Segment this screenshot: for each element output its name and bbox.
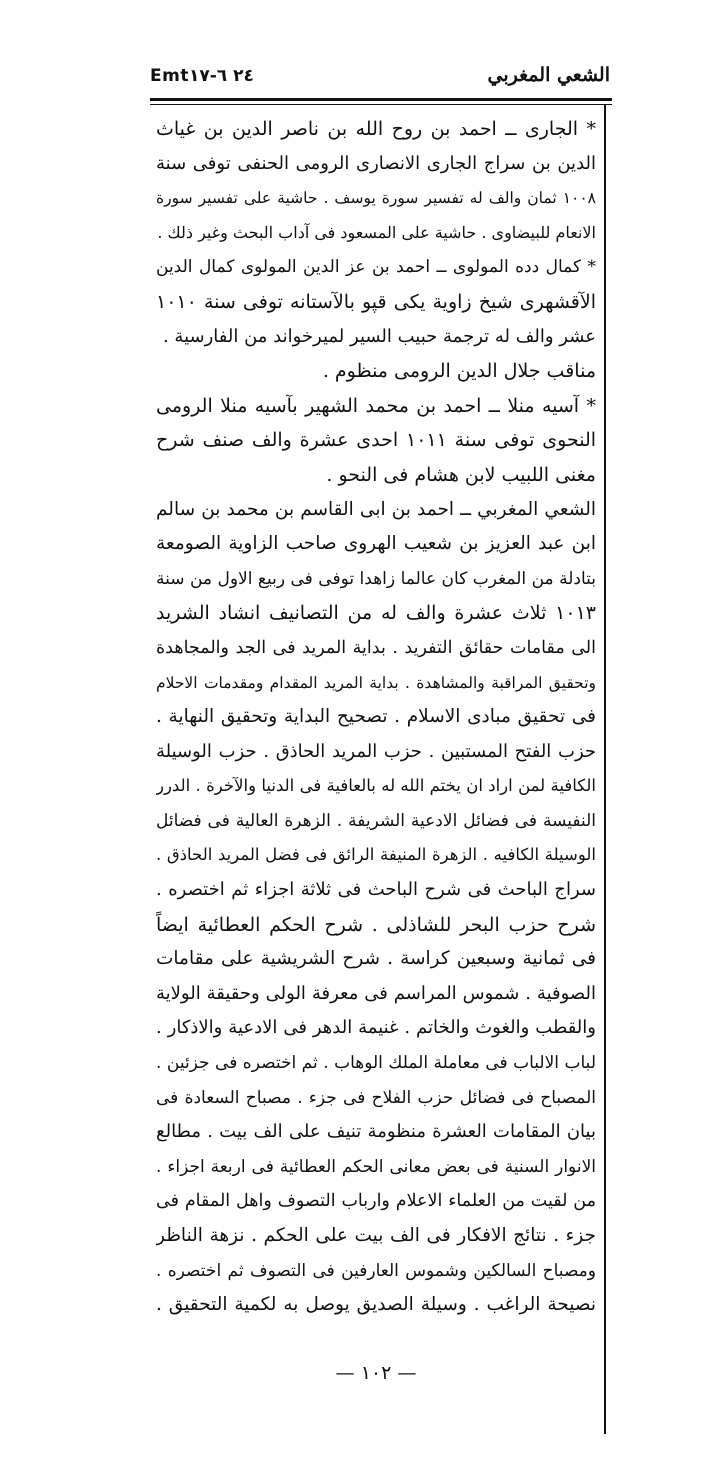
text-line: ابن عبد العزيز بن شعيب الهروى صاحب الزاوية الصومعة (156, 533, 596, 555)
text-line: عشر والف له ترجمة حبيب السير لميرخواند من الفارسية . (162, 325, 596, 347)
text-line: * كمال دده المولوى ــ احمد بن عز الدين المولوى كمال الدين (156, 257, 596, 278)
text-line: النحوى توفى سنة ١٠١١ احدى عشرة والف صنف شرح (156, 429, 596, 452)
text-line: من لقيت من العلماء الاعلام وارباب التصوف واهل المقام فى (156, 1191, 596, 1212)
text-line: * الجارى ــ احمد بن روح الله بن ناصر الدين بن غياث (156, 118, 596, 140)
text-line: الانوار السنية فى بعض معانى الحكم العطائية فى اربعة اجزاء . (156, 1156, 596, 1177)
text-line: شرح حزب البحر للشاذلى . شرح الحكم العطائية ايضاً (156, 913, 596, 936)
text-line: ومصباح السالكين وشموس العارفين فى التصوف ثم اختصره . (156, 1260, 596, 1281)
header-rule (150, 98, 612, 101)
text-line: حزب الفتح المستبين . حزب المريد الحاذق . حزب الوسيلة (156, 740, 596, 762)
text-line: بتادلة من المغرب كان عالما زاهدا توفى فى ربيع الاول من سنة (156, 568, 596, 589)
text-line: ١٠١٣ ثلاث عشرة والف له من التصانيف انشاد الشريد (156, 602, 596, 625)
text-line: النفيسة فى فضائل الادعية الشريفة . الزهرة العالية فى فضائل (156, 810, 596, 831)
header-rule-thin (150, 104, 612, 105)
text-line: ١٠٠٨ ثمان والف له تفسير سورة يوسف . حاشية على تفسير سورة (156, 189, 596, 208)
margin-rule (604, 104, 606, 1434)
text-line: الشعي المغربي ــ احمد بن ابى القاسم بن محمد بن سالم (156, 498, 596, 520)
text-line: نصيحة الراغب . وسيلة الصديق يوصل به لكمية التحقيق . (156, 1294, 596, 1316)
page-number: — ١٠٢ — (335, 1362, 417, 1384)
text-line: سراج الباحث فى شرح الباحث فى ثلاثة اجزاء ثم اختصره . (156, 879, 596, 901)
header-reference: Emt٢٤ ٦-١٧ (150, 66, 254, 86)
text-line: والقطب والغوث والخاتم . غنيمة الدهر فى الادعية والاذكار . (156, 1017, 596, 1039)
text-line: الى مقامات حقائق التفريد . بداية المريد فى الجد والمجاهدة (156, 637, 596, 658)
text-line: الآقشهرى شيخ زاوية يكى قپو بالآستانه توفى سنة ١٠١٠ (156, 290, 596, 313)
header-title: الشعي المغربي (487, 64, 610, 86)
text-line: فى ثمانية وسبعين كراسة . شرح الشريشية على مقامات (156, 948, 596, 970)
text-line: فى تحقيق مبادى الاسلام . تصحيح البداية وتحقيق النهاية . (156, 706, 596, 728)
text-line: بيان المقامات العشرة منظومة تنيف على الف بيت . مطالع (156, 1121, 596, 1143)
text-line: الدين بن سراج الجارى الانصارى الرومى الحنفى توفى سنة (156, 152, 596, 174)
page-header (150, 58, 612, 98)
text-line: المصباح فى فضائل حزب الفلاح فى جزء . مصباح السعادة فى (156, 1087, 596, 1108)
text-line: جزء . نتائج الافكار فى الف بيت على الحكم . نزهة الناظر (156, 1225, 596, 1246)
text-line: الانعام للبيضاوى . حاشية على المسعود فى آداب البحث وغير ذلك . (157, 222, 596, 242)
text-line: مغنى اللبيب لابن هشام فى النحو . (326, 463, 596, 486)
text-line: وتحقيق المراقبة والمشاهدة . بداية المريد المقدام ومقدمات الاحلام (156, 673, 596, 692)
text-line: * آسيه منلا ــ احمد بن محمد الشهير بآسيه منلا الرومى (156, 394, 596, 417)
body-text (156, 112, 596, 1323)
text-line: الصوفية . شموس المراسم فى معرفة الولى وحقيقة الولاية (156, 982, 596, 1004)
text-line: الكافية لمن اراد ان يختم الله له بالعافية فى الدنيا والآخرة . الدرر (156, 776, 596, 796)
text-line: الوسيلة الكافيه . الزهرة المنيفة الرائق فى فضل المريد الحاذق . (156, 845, 596, 865)
text-line: مناقب جلال الدين الرومى منظوم . (322, 360, 596, 383)
text-line: لباب الالباب فى معاملة الملك الوهاب . ثم اختصره فى جزئين . (156, 1053, 596, 1074)
